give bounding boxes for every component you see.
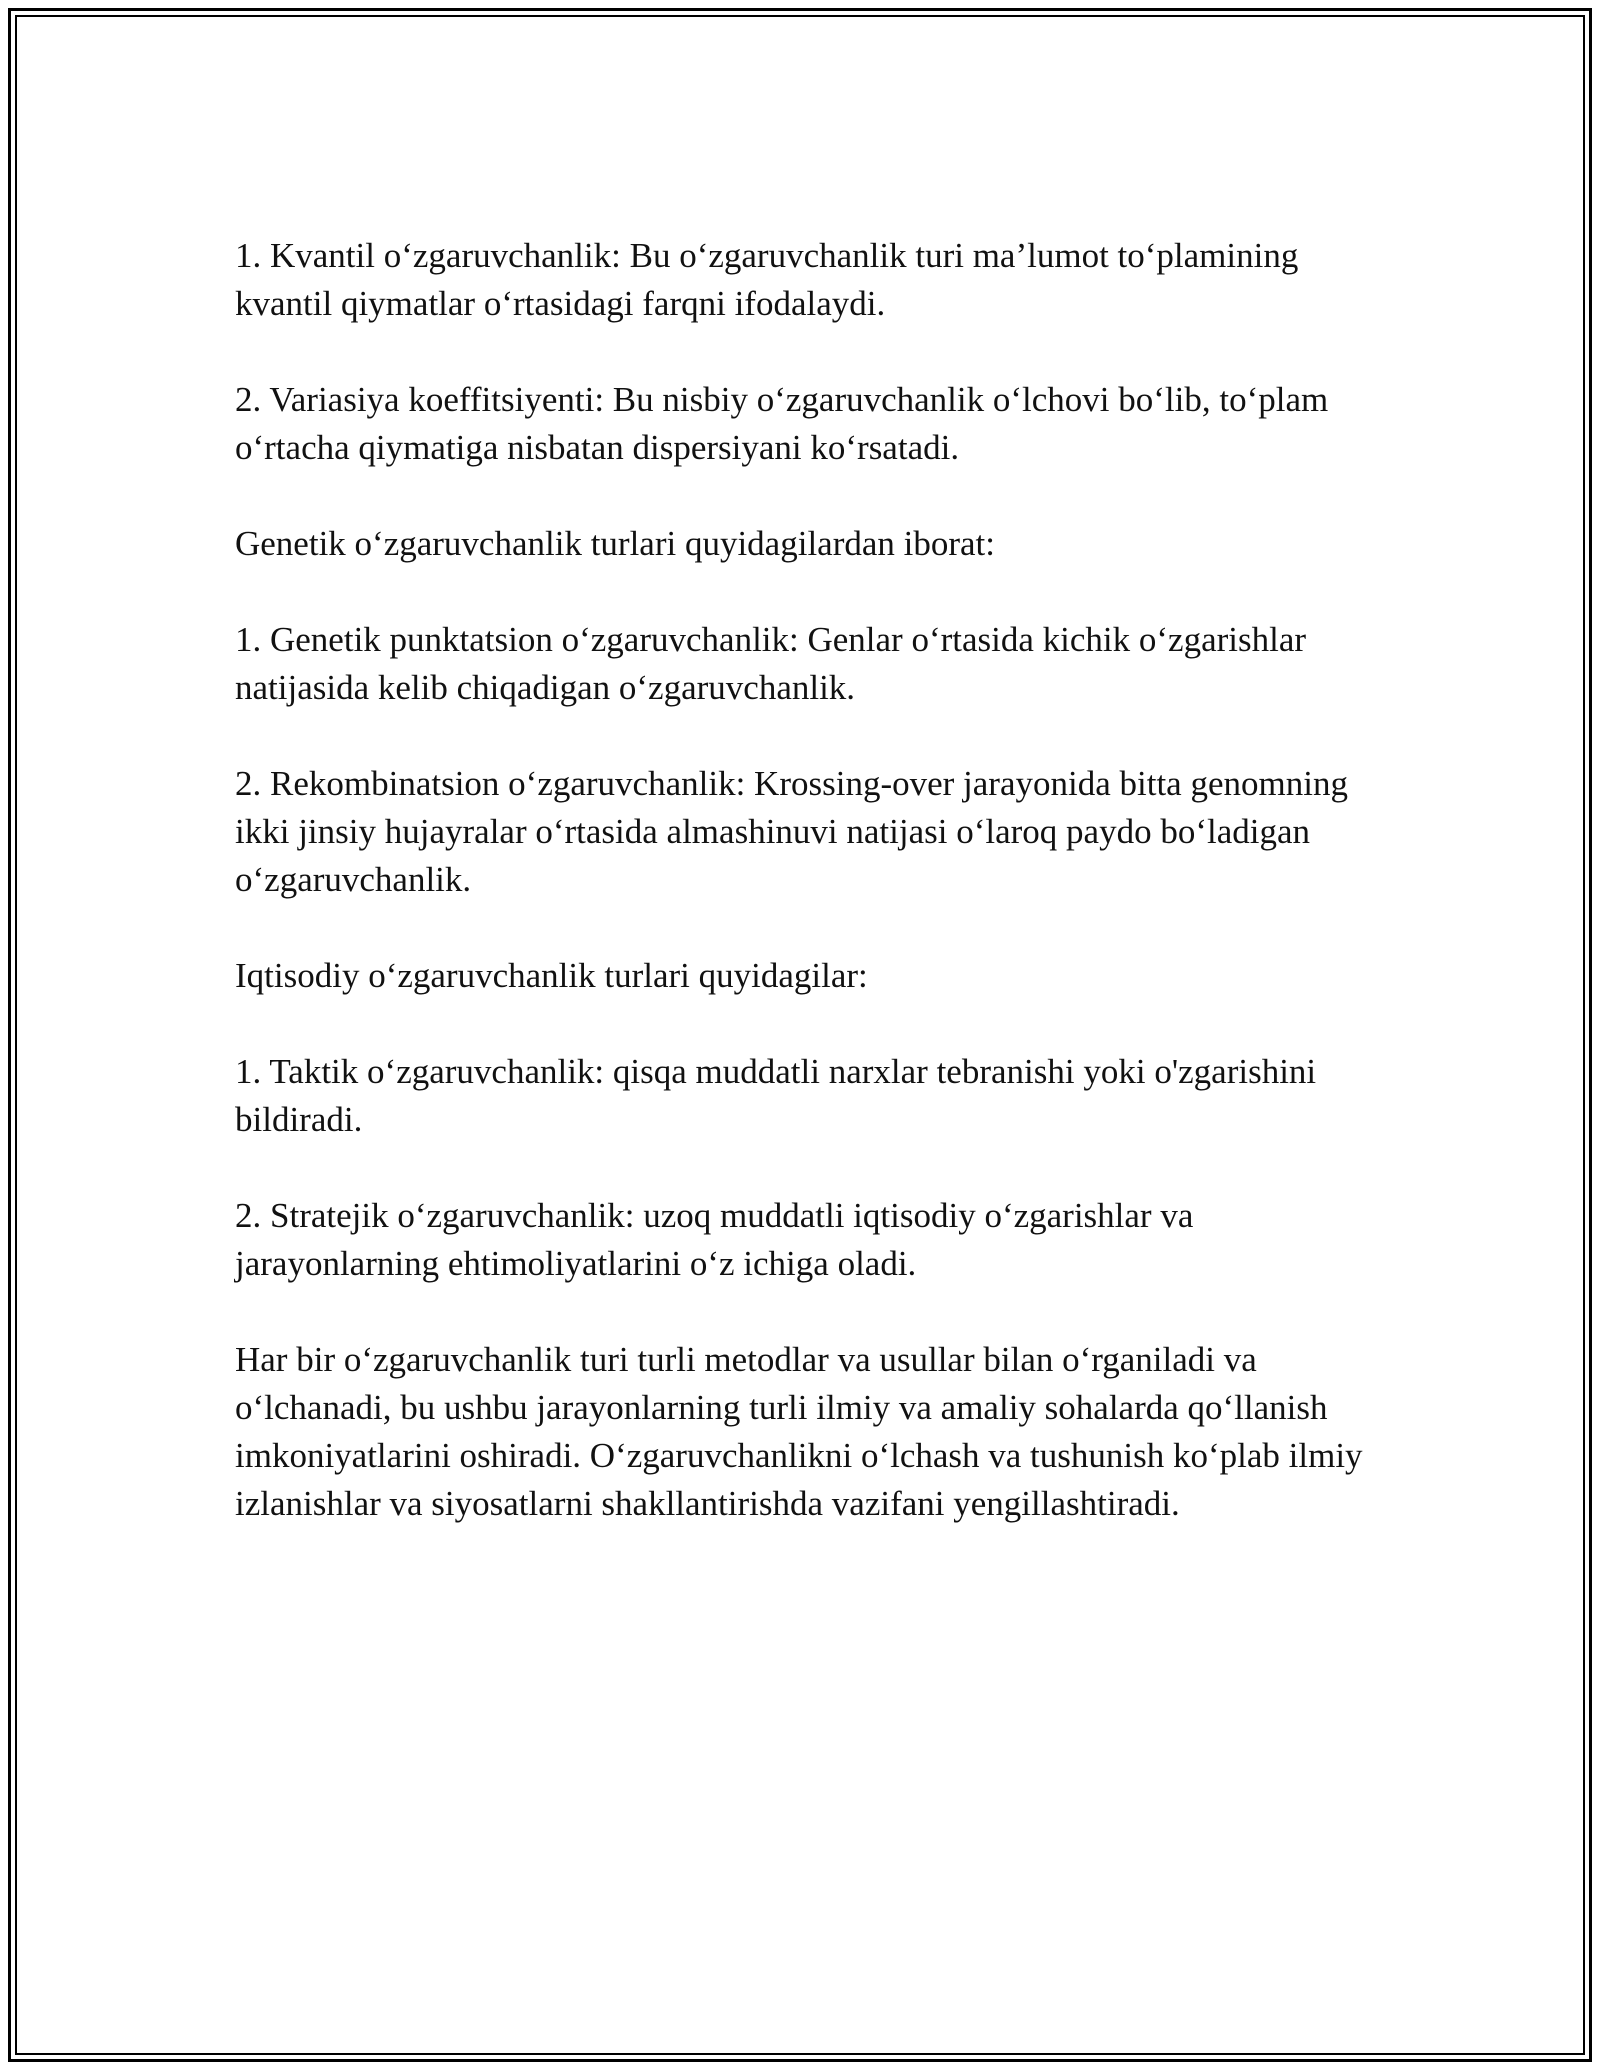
paragraph-rekombinatsion: 2. Rekombinatsion o‘zgaruvchanlik: Krossing-over jarayonida bitta genomning ikki jinsiy hujayralar o‘rtasida almashinuvi natijasi o‘laroq paydo bo‘ladigan o‘zgaruvchanlik.	[235, 764, 1348, 899]
paragraph-iqtisodiy-heading: Iqtisodiy o‘zgaruvchanlik turlari quyidagilar:	[235, 956, 868, 995]
paragraph-stratejik: 2. Stratejik o‘zgaruvchanlik: uzoq muddatli iqtisodiy o‘zgarishlar va jarayonlarning ehtimoliyatlarini o‘z ichiga oladi.	[235, 1196, 1194, 1283]
document-body	[235, 232, 1385, 1576]
paragraph-genetik-punktatsion: 1. Genetik punktatsion o‘zgaruvchanlik: Genlar o‘rtasida kichik o‘zgarishlar natijasida kelib chiqadigan o‘zgaruvchanlik.	[235, 620, 1307, 707]
paragraph-taktik: 1. Taktik o‘zgaruvchanlik: qisqa muddatli narxlar tebranishi yoki o'zgarishini bildiradi.	[235, 1052, 1317, 1139]
paragraph-variasiya: 2. Variasiya koeffitsiyenti: Bu nisbiy o‘zgaruvchanlik o‘lchovi bo‘lib, to‘plam o‘rtacha qiymatiga nisbatan dispersiyani ko‘rsatadi.	[235, 380, 1329, 467]
paragraph-conclusion: Har bir o‘zgaruvchanlik turi turli metodlar va usullar bilan o‘rganiladi va o‘lchanadi, bu ushbu jarayonlarning turli ilmiy va amaliy sohalarda qo‘llanish imkoniyatlarini oshiradi. O‘zgaruvchanlikni o‘lchash va tushunish ko‘plab ilmiy izlanishlar va siyosatlarni shakllantirishda vazifani yengillashtiradi.	[235, 1340, 1363, 1523]
paragraph-kvantil: 1. Kvantil o‘zgaruvchanlik: Bu o‘zgaruvchanlik turi ma’lumot to‘plamining kvantil qiymatlar o‘rtasidagi farqni ifodalaydi.	[235, 236, 1299, 323]
paragraph-genetik-heading: Genetik o‘zgaruvchanlik turlari quyidagilardan iborat:	[235, 524, 996, 563]
